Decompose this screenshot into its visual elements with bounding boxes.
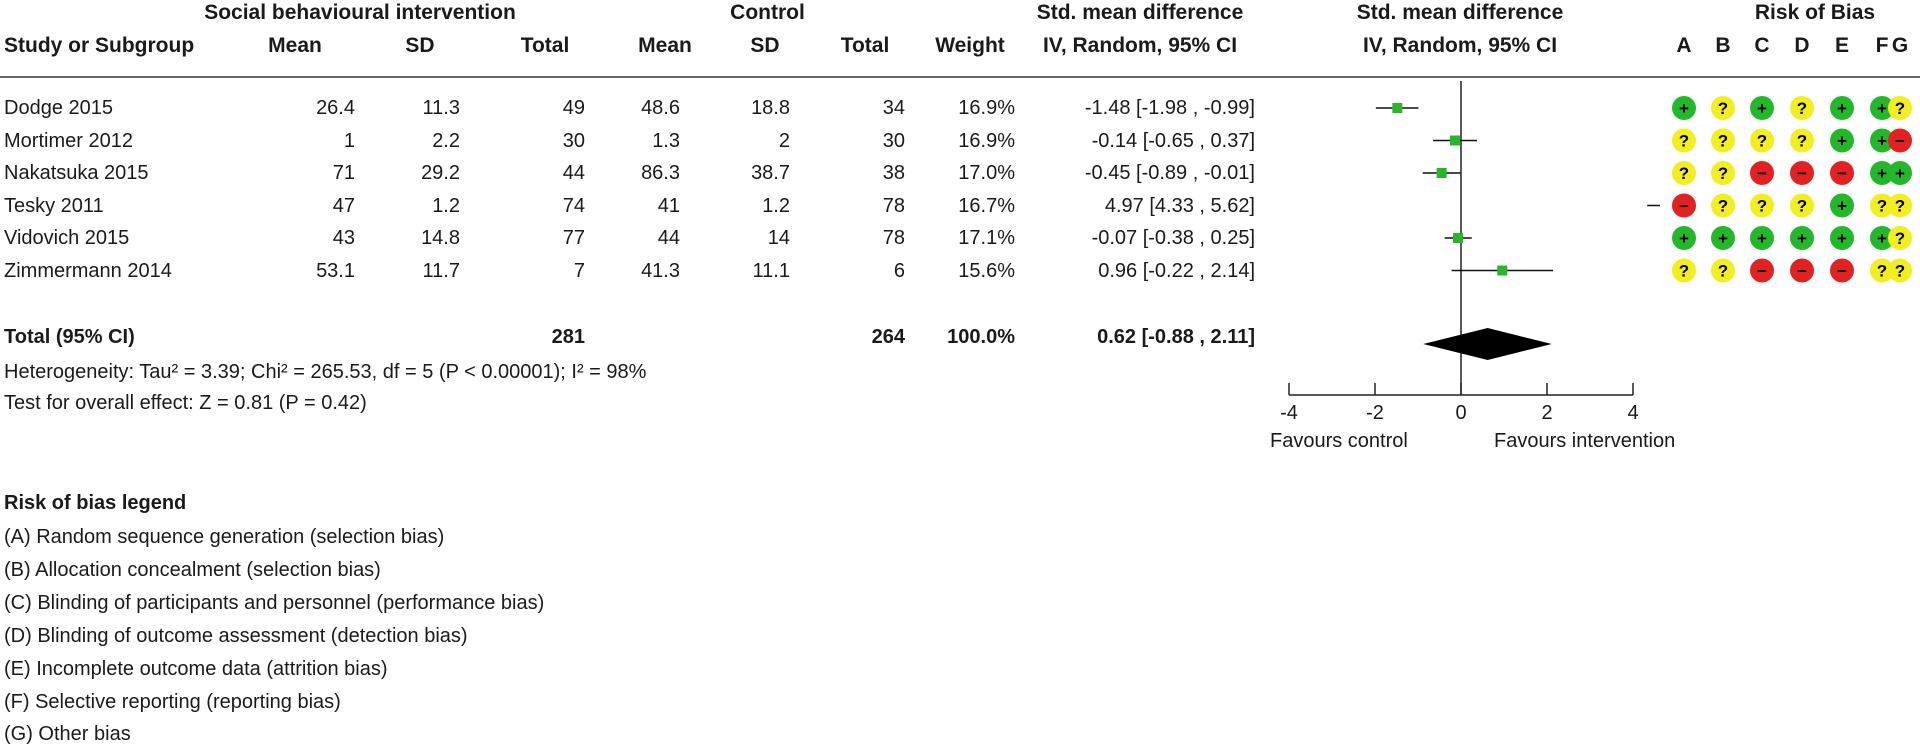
x-tick-label: 4	[1627, 402, 1639, 424]
rob-symbol: ?	[1678, 261, 1690, 281]
point-estimate	[1437, 168, 1447, 178]
favours-intervention-label: Favours intervention	[1494, 430, 1676, 452]
smd-ci: -0.14 [-0.65 , 0.37]	[1091, 129, 1255, 152]
control-sd: 1.2	[762, 194, 790, 217]
study-name: Nakatsuka 2015	[4, 162, 149, 184]
smd-ci: -0.45 [-0.89 , -0.01]	[1084, 162, 1255, 184]
intervention-total: 30	[562, 129, 585, 152]
control-mean: 41.3	[641, 259, 680, 282]
rob-symbol: ?	[1717, 99, 1729, 118]
rob-symbol: ?	[1876, 261, 1888, 281]
total-weight: 100.0%	[947, 326, 1015, 348]
x-tick-label: 0	[1455, 402, 1467, 424]
rob-symbol: ?	[1678, 164, 1690, 183]
rob-letter-c: C	[1754, 34, 1770, 57]
rob-symbol: +	[1718, 229, 1728, 248]
intervention-total: 74	[562, 194, 585, 217]
intervention-sd: 1.2	[432, 194, 460, 217]
header-intervention-total: Total	[520, 34, 570, 57]
rob-symbol: −	[1679, 196, 1689, 216]
rob-symbol: ?	[1678, 131, 1690, 151]
rob-symbol: +	[1877, 164, 1887, 183]
rob-symbol: −	[1837, 261, 1847, 281]
rob-symbol: +	[1837, 229, 1847, 248]
total-intervention: 281	[551, 326, 585, 348]
rob-letter-g: G	[1891, 34, 1909, 57]
rob-symbol: +	[1877, 229, 1887, 248]
intervention-sd: 2.2	[432, 129, 460, 152]
smd-ci: 4.97 [4.33 , 5.62]	[1104, 194, 1255, 217]
rob-symbol: ?	[1717, 164, 1729, 183]
control-total: 78	[882, 227, 905, 249]
study-name: Dodge 2015	[4, 97, 113, 119]
header-control-group: Control	[730, 1, 805, 24]
intervention-mean: 47	[332, 194, 355, 217]
control-total: 34	[882, 97, 905, 119]
rob-symbol: ?	[1876, 196, 1888, 216]
rob-symbol: +	[1877, 131, 1887, 151]
header-intervention-mean: Mean	[268, 34, 322, 57]
overall-effect-text: Test for overall effect: Z = 0.81 (P = 0.42)	[4, 392, 367, 414]
rob-legend-item-e: (E) Incomplete outcome data (attrition bias)	[4, 658, 388, 680]
rob-legend-item-b: (B) Allocation concealment (selection bias)	[4, 559, 381, 581]
rob-symbol: +	[1877, 99, 1887, 118]
rob-symbol: ?	[1894, 99, 1906, 118]
rob-symbol: ?	[1894, 261, 1906, 281]
smd-ci: -1.48 [-1.98 , -0.99]	[1084, 97, 1255, 119]
header-plot-group: Std. mean difference	[1356, 1, 1564, 24]
header-weight: Weight	[935, 34, 1005, 57]
intervention-total: 44	[562, 162, 585, 184]
pooled-diamond	[1423, 328, 1552, 360]
x-tick-label: 2	[1541, 402, 1553, 424]
intervention-mean: 71	[332, 162, 355, 184]
total-label: Total (95% CI)	[4, 326, 135, 348]
rob-letter-f: F	[1875, 34, 1889, 57]
control-sd: 38.7	[751, 162, 790, 184]
rob-symbol: +	[1837, 196, 1847, 216]
rob-letter-b: B	[1715, 34, 1731, 57]
header-control-total: Total	[840, 34, 890, 57]
weight: 17.1%	[958, 227, 1015, 249]
point-estimate	[1453, 233, 1463, 243]
intervention-total: 7	[573, 259, 585, 282]
rob-letter-e: E	[1834, 34, 1849, 57]
control-total: 78	[882, 194, 905, 217]
intervention-mean: 43	[332, 227, 355, 249]
rob-symbol: +	[1837, 99, 1847, 118]
rob-symbol: ?	[1894, 196, 1906, 216]
control-mean: 44	[657, 227, 680, 249]
control-sd: 14	[767, 227, 790, 249]
heterogeneity-text: Heterogeneity: Tau² = 3.39; Chi² = 265.53, df = 5 (P < 0.00001); I² = 98%	[4, 361, 647, 383]
rob-symbol: +	[1895, 164, 1905, 183]
rob-symbol: +	[1757, 229, 1767, 248]
point-estimate	[1450, 136, 1460, 146]
intervention-sd: 14.8	[421, 227, 460, 249]
control-total: 6	[893, 259, 905, 282]
study-name: Mortimer 2012	[4, 129, 133, 152]
rob-symbol: +	[1757, 99, 1767, 118]
rob-symbol: ?	[1796, 99, 1808, 118]
intervention-mean: 53.1	[316, 259, 355, 282]
study-name: Vidovich 2015	[4, 227, 130, 249]
x-tick-label: -2	[1366, 402, 1384, 424]
rob-symbol: −	[1797, 261, 1807, 281]
header-smd-group: Std. mean difference	[1036, 1, 1244, 24]
rob-symbol: −	[1757, 261, 1767, 281]
rob-legend-item-d: (D) Blinding of outcome assessment (detection bias)	[4, 625, 468, 647]
rob-symbol: −	[1895, 131, 1905, 151]
rob-symbol: ?	[1717, 131, 1729, 151]
weight: 17.0%	[958, 162, 1015, 184]
total-control: 264	[871, 326, 905, 348]
rob-letter-d: D	[1794, 34, 1810, 57]
control-mean: 48.6	[641, 97, 680, 119]
header-intervention-sd: SD	[405, 34, 435, 57]
point-estimate	[1497, 266, 1507, 276]
point-estimate	[1392, 103, 1402, 113]
intervention-mean: 1	[343, 129, 355, 152]
control-total: 38	[882, 162, 905, 184]
rob-symbol: −	[1797, 164, 1807, 183]
rob-symbol: +	[1679, 229, 1689, 248]
control-sd: 2	[778, 129, 790, 152]
control-mean: 1.3	[652, 129, 680, 152]
intervention-sd: 29.2	[421, 162, 460, 184]
header-control-mean: Mean	[638, 34, 692, 57]
rob-symbol: +	[1837, 131, 1847, 151]
smd-ci: -0.07 [-0.38 , 0.25]	[1091, 227, 1255, 249]
rob-symbol: ?	[1756, 196, 1768, 216]
rob-letter-a: A	[1676, 34, 1692, 57]
header-rob-group: Risk of Bias	[1754, 1, 1876, 24]
rob-symbol: −	[1757, 164, 1767, 183]
rob-symbol: ?	[1894, 229, 1906, 248]
rob-symbol: ?	[1717, 261, 1729, 281]
rob-legend-title: Risk of bias legend	[4, 492, 187, 514]
header-intervention-group: Social behavioural intervention	[204, 1, 516, 24]
weight: 16.9%	[958, 129, 1015, 152]
header-plot-method: IV, Random, 95% CI	[1362, 34, 1558, 57]
header-control-sd: SD	[750, 34, 780, 57]
smd-ci: 0.96 [-0.22 , 2.14]	[1098, 259, 1255, 282]
rob-symbol: ?	[1756, 131, 1768, 151]
intervention-sd: 11.7	[422, 259, 460, 282]
rob-symbol: ?	[1796, 131, 1808, 151]
total-ci: 0.62 [-0.88 , 2.11]	[1097, 326, 1255, 348]
x-tick-label: -4	[1280, 402, 1298, 424]
control-mean: 41	[657, 194, 680, 217]
header-method: IV, Random, 95% CI	[1042, 34, 1238, 57]
study-name: Zimmermann 2014	[4, 259, 172, 282]
rob-symbol: −	[1837, 164, 1847, 183]
control-mean: 86.3	[641, 162, 680, 184]
weight: 15.6%	[958, 259, 1015, 282]
intervention-sd: 11.3	[422, 97, 460, 119]
intervention-total: 49	[562, 97, 585, 119]
rob-legend-item-a: (A) Random sequence generation (selection bias)	[4, 526, 445, 548]
intervention-mean: 26.4	[316, 97, 355, 119]
rob-legend-item-g: (G) Other bias	[4, 723, 131, 745]
rob-legend-item-c: (C) Blinding of participants and personnel (performance bias)	[4, 592, 545, 614]
control-total: 30	[882, 129, 905, 152]
header-study: Study or Subgroup	[4, 34, 195, 57]
rob-symbol: +	[1679, 99, 1689, 118]
rob-symbol: +	[1797, 229, 1807, 248]
weight: 16.7%	[958, 194, 1015, 217]
rob-symbol: ?	[1717, 196, 1729, 216]
favours-control-label: Favours control	[1270, 430, 1408, 452]
intervention-total: 77	[562, 227, 585, 249]
rob-symbol: ?	[1796, 196, 1808, 216]
control-sd: 18.8	[751, 97, 790, 119]
rob-legend-item-f: (F) Selective reporting (reporting bias)	[4, 691, 341, 713]
study-name: Tesky 2011	[4, 194, 104, 217]
control-sd: 11.1	[752, 259, 790, 282]
weight: 16.9%	[958, 97, 1015, 119]
